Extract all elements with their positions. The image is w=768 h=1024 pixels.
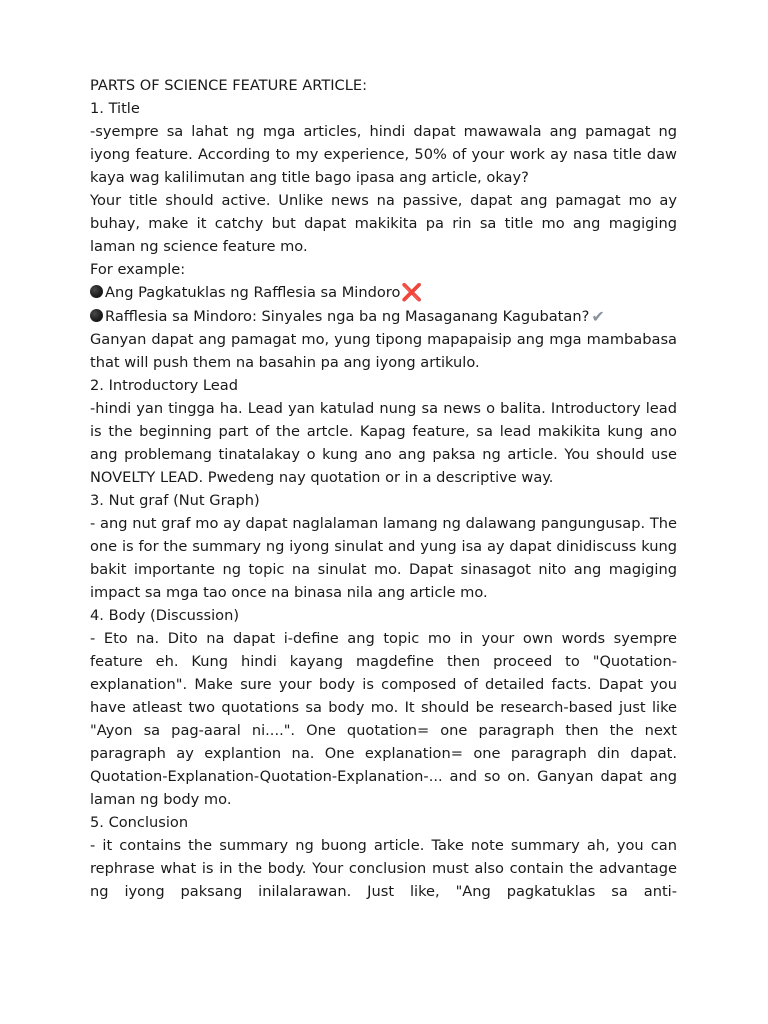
lead-paragraph: -hindi yan tingga ha. Lead yan katulad nung sa news o balita. Introductory lead is the beginning part of the artcle. Kapag feature, sa lead makikita kung ano ang problemang tinatalakay o kung ano ang paksa ng article. You should use NOVELTY LEAD. Pwedeng nay quotation or in a descriptive way. — [90, 400, 677, 486]
section-lead-heading: 2. Introductory Lead — [90, 377, 238, 394]
for-example-label: For example: — [90, 261, 186, 278]
example-item-wrong — [90, 281, 677, 305]
example-text: Rafflesia sa Mindoro: Sinyales nga ba ng Masaganang Kagubatan? — [105, 308, 590, 325]
section-body-heading: 4. Body (Discussion) — [90, 607, 240, 624]
section-nut-heading: 3. Nut graf (Nut Graph) — [90, 492, 260, 509]
body-paragraph: - Eto na. Dito na dapat i-define ang topic mo in your own words syempre feature eh. Kung hindi kayang magdefine then proceed to "Quotation-explanation". Make sure your body is composed of detailed facts. Dapat you have atleast two quotations sa body mo. It should be research-based just like "Ayon sa pag-aaral ni....". One quotation= one paragraph then the next paragraph ay explantion na. One explanation= one paragraph din dapat. Quotation-Explanation-Quotation-Explanation-... and so on. Ganyan dapat ang laman ng body mo. — [90, 630, 677, 808]
nut-paragraph: - ang nut graf mo ay dapat naglalaman lamang ng dalawang pangungusap. The one is for the summary ng iyong sinulat and yung isa ay dapat dinidiscuss kung bakit importante ng topic na sinulat mo. Dapat sinasagot nito ang magiging impact sa mga tao once na binasa nila ang article mo. — [90, 515, 677, 601]
document-heading: PARTS OF SCIENCE FEATURE ARTICLE: — [90, 77, 368, 94]
example-item-right — [90, 305, 677, 328]
title-paragraph-1: -syempre sa lahat ng mga articles, hindi dapat mawawala ang pamagat ng iyong feature. According to my experience, 50% of your work ay nasa title daw kaya wag kalilimutan ang title bago ipasa ang article, okay? — [90, 123, 677, 186]
section-title-heading: 1. Title — [90, 100, 140, 117]
title-paragraph-3: Ganyan dapat ang pamagat mo, yung tipong mapapaisip ang mga mambabasa that will push them na basahin pa ang iyong artikulo. — [90, 331, 677, 371]
example-text: Ang Pagkatuklas ng Rafflesia sa Mindoro — [105, 284, 401, 301]
check-mark-icon: ✔ — [591, 307, 605, 326]
section-conclusion-heading: 5. Conclusion — [90, 814, 189, 831]
conclusion-paragraph: - it contains the summary ng buong article. Take note summary ah, you can rephrase what is in the body. Your conclusion must also contain the advantage ng iyong paksang inilalarawan. Just like, "Ang pagkatuklas sa anti- — [90, 837, 677, 900]
title-paragraph-2: Your title should active. Unlike news na passive, dapat ang pamagat mo ay buhay, make it catchy but dapat makikita pa rin sa title mo ang magiging laman ng science feature mo. — [90, 192, 677, 255]
document-page — [90, 74, 677, 903]
black-circle-icon — [90, 285, 103, 298]
cross-mark-icon: ❌ — [401, 283, 423, 303]
black-circle-icon — [90, 309, 103, 322]
